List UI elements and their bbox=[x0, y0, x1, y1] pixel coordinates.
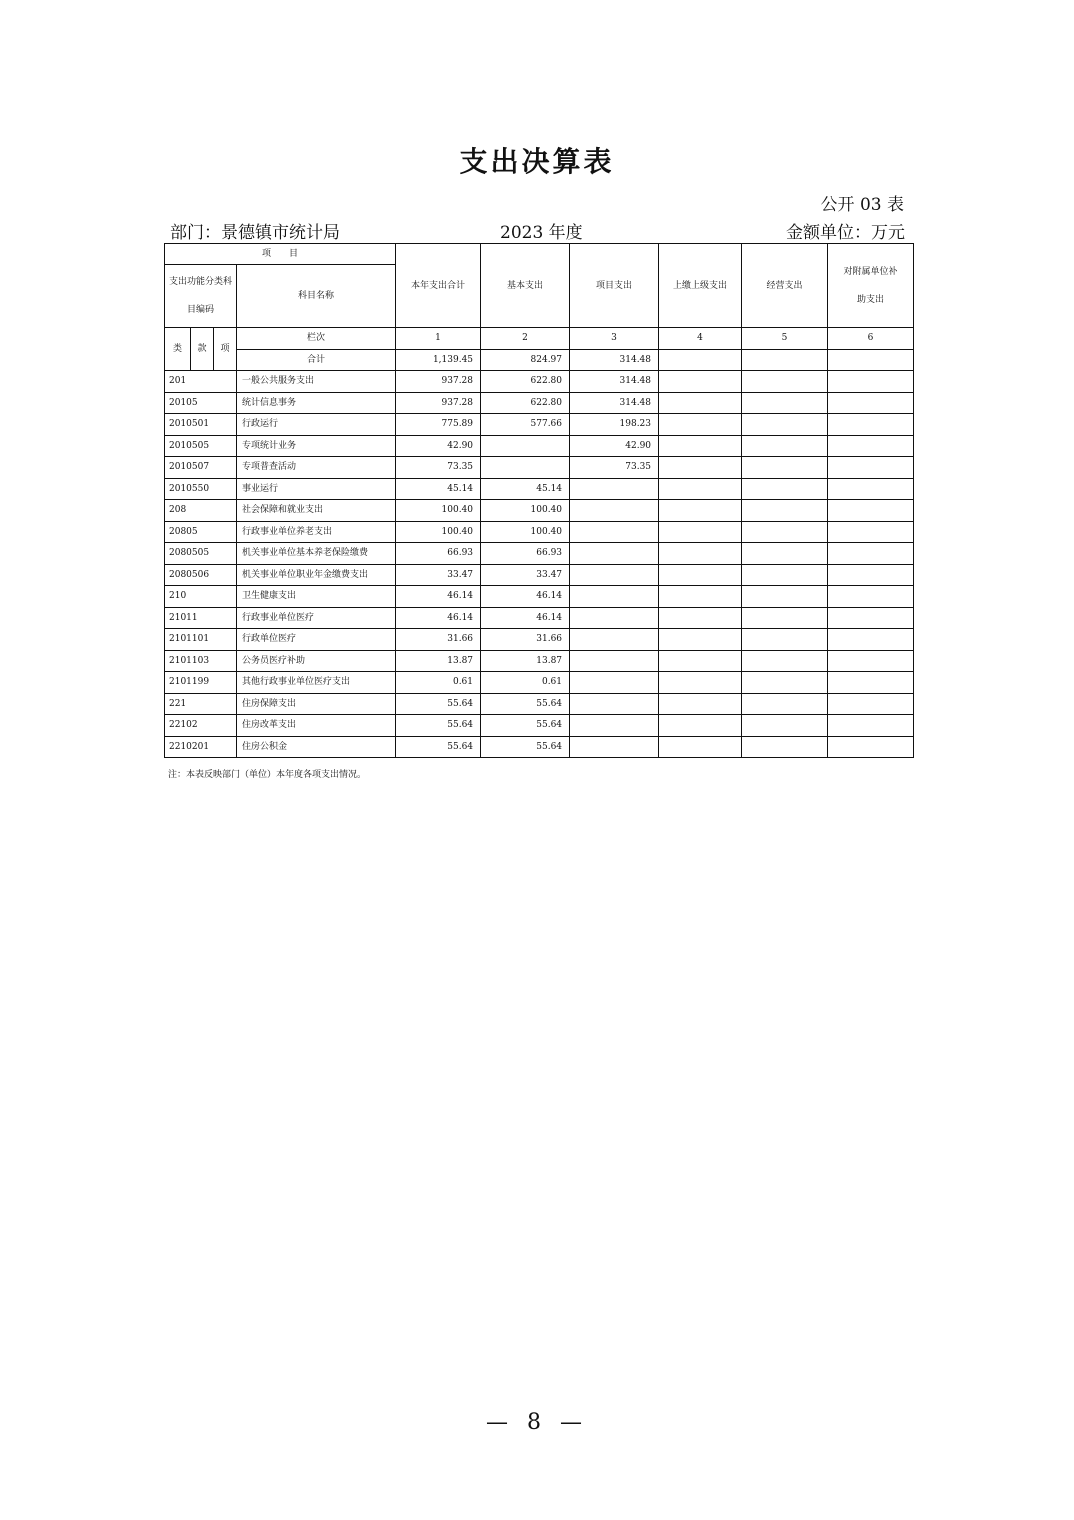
row-business bbox=[742, 543, 828, 565]
table-row bbox=[165, 564, 914, 586]
table-note: 注：本表反映部门（单位）本年度各项支出情况。 bbox=[168, 770, 367, 780]
row-basic: 46.14 bbox=[481, 586, 570, 608]
header-row-1 bbox=[165, 244, 914, 265]
row-business bbox=[742, 457, 828, 479]
row-project bbox=[570, 736, 659, 758]
row-upper bbox=[659, 435, 742, 457]
row-subject-name: 专项普查活动 bbox=[237, 457, 396, 479]
table-row bbox=[165, 586, 914, 608]
table-row bbox=[165, 371, 914, 393]
row-business bbox=[742, 650, 828, 672]
row-upper bbox=[659, 629, 742, 651]
row-business bbox=[742, 500, 828, 522]
row-code: 20805 bbox=[165, 521, 237, 543]
row-business bbox=[742, 392, 828, 414]
table-row bbox=[165, 650, 914, 672]
row-total: 46.14 bbox=[396, 607, 481, 629]
row-business bbox=[742, 693, 828, 715]
row-subject-name: 公务员医疗补助 bbox=[237, 650, 396, 672]
row-project: 314.48 bbox=[570, 371, 659, 393]
row-upper bbox=[659, 500, 742, 522]
row-basic: 31.66 bbox=[481, 629, 570, 651]
header-item: 项 目 bbox=[165, 244, 396, 265]
table-row bbox=[165, 607, 914, 629]
row-basic bbox=[481, 435, 570, 457]
row-subsidy bbox=[828, 693, 914, 715]
row-business bbox=[742, 715, 828, 737]
row-subject-name: 住房改革支出 bbox=[237, 715, 396, 737]
row-subsidy bbox=[828, 457, 914, 479]
row-upper bbox=[659, 478, 742, 500]
row-subsidy bbox=[828, 736, 914, 758]
table-row bbox=[165, 629, 914, 651]
row-business bbox=[742, 414, 828, 436]
page-number: — 8 — bbox=[486, 1410, 588, 1435]
row-project: 314.48 bbox=[570, 392, 659, 414]
index-5: 5 bbox=[742, 328, 828, 350]
row-basic: 46.14 bbox=[481, 607, 570, 629]
row-subject-name: 事业运行 bbox=[237, 478, 396, 500]
row-total: 73.35 bbox=[396, 457, 481, 479]
department-label: 部门：景德镇市统计局 bbox=[170, 223, 340, 243]
row-business bbox=[742, 629, 828, 651]
row-project bbox=[570, 672, 659, 694]
header-lanci: 栏次 bbox=[237, 328, 396, 350]
row-subsidy bbox=[828, 435, 914, 457]
row-basic: 66.93 bbox=[481, 543, 570, 565]
row-subsidy bbox=[828, 672, 914, 694]
row-code: 2010501 bbox=[165, 414, 237, 436]
row-project: 198.23 bbox=[570, 414, 659, 436]
row-total: 937.28 bbox=[396, 392, 481, 414]
row-code: 21011 bbox=[165, 607, 237, 629]
row-subject-name: 统计信息事务 bbox=[237, 392, 396, 414]
index-2: 2 bbox=[481, 328, 570, 350]
row-basic: 622.80 bbox=[481, 392, 570, 414]
row-project bbox=[570, 543, 659, 565]
row-code: 2080506 bbox=[165, 564, 237, 586]
row-code: 210 bbox=[165, 586, 237, 608]
row-total: 66.93 bbox=[396, 543, 481, 565]
row-business bbox=[742, 371, 828, 393]
row-total: 31.66 bbox=[396, 629, 481, 651]
row-project bbox=[570, 650, 659, 672]
row-subject-name: 社会保障和就业支出 bbox=[237, 500, 396, 522]
row-code: 2010505 bbox=[165, 435, 237, 457]
row-project: 42.90 bbox=[570, 435, 659, 457]
row-basic: 100.40 bbox=[481, 500, 570, 522]
row-code: 2010550 bbox=[165, 478, 237, 500]
row-upper bbox=[659, 693, 742, 715]
table-row bbox=[165, 392, 914, 414]
row-subsidy bbox=[828, 607, 914, 629]
row-business bbox=[742, 607, 828, 629]
row-project bbox=[570, 564, 659, 586]
row-upper bbox=[659, 564, 742, 586]
row-basic: 45.14 bbox=[481, 478, 570, 500]
row-project bbox=[570, 715, 659, 737]
row-basic: 55.64 bbox=[481, 693, 570, 715]
total-label: 合计 bbox=[237, 349, 396, 371]
header-col-total: 本年支出合计 bbox=[396, 244, 481, 328]
table-row bbox=[165, 521, 914, 543]
header-col-upper: 上缴上级支出 bbox=[659, 244, 742, 328]
row-subsidy bbox=[828, 414, 914, 436]
row-code: 208 bbox=[165, 500, 237, 522]
row-subsidy bbox=[828, 629, 914, 651]
table-row bbox=[165, 435, 914, 457]
row-total: 13.87 bbox=[396, 650, 481, 672]
row-subsidy bbox=[828, 564, 914, 586]
row-code: 2210201 bbox=[165, 736, 237, 758]
header-col-basic: 基本支出 bbox=[481, 244, 570, 328]
row-total: 0.61 bbox=[396, 672, 481, 694]
header-col-project: 项目支出 bbox=[570, 244, 659, 328]
row-total: 55.64 bbox=[396, 693, 481, 715]
header-kuan: 款 bbox=[191, 328, 214, 371]
row-code: 20105 bbox=[165, 392, 237, 414]
page-title: 支出决算表 bbox=[459, 145, 615, 178]
row-subsidy bbox=[828, 543, 914, 565]
row-upper bbox=[659, 736, 742, 758]
row-upper bbox=[659, 586, 742, 608]
index-3: 3 bbox=[570, 328, 659, 350]
row-subsidy bbox=[828, 650, 914, 672]
row-business bbox=[742, 736, 828, 758]
row-upper bbox=[659, 457, 742, 479]
header-col-subsidy: 对附属单位补助支出 bbox=[828, 244, 914, 328]
total-subsidy bbox=[828, 349, 914, 371]
row-basic: 100.40 bbox=[481, 521, 570, 543]
form-number: 公开 03 表 bbox=[820, 195, 904, 215]
row-subsidy bbox=[828, 715, 914, 737]
row-upper bbox=[659, 371, 742, 393]
row-upper bbox=[659, 650, 742, 672]
table-row bbox=[165, 736, 914, 758]
row-basic: 622.80 bbox=[481, 371, 570, 393]
row-total: 45.14 bbox=[396, 478, 481, 500]
index-6: 6 bbox=[828, 328, 914, 350]
row-business bbox=[742, 521, 828, 543]
row-total: 55.64 bbox=[396, 715, 481, 737]
header-xiang: 项 bbox=[214, 328, 237, 371]
row-subsidy bbox=[828, 392, 914, 414]
row-project bbox=[570, 521, 659, 543]
table-row bbox=[165, 414, 914, 436]
row-business bbox=[742, 672, 828, 694]
row-code: 2080505 bbox=[165, 543, 237, 565]
amount-unit: 金额单位：万元 bbox=[786, 223, 905, 243]
row-subsidy bbox=[828, 371, 914, 393]
row-upper bbox=[659, 607, 742, 629]
row-project bbox=[570, 607, 659, 629]
total-project: 314.48 bbox=[570, 349, 659, 371]
row-code: 2010507 bbox=[165, 457, 237, 479]
row-upper bbox=[659, 715, 742, 737]
row-subject-name: 机关事业单位基本养老保险缴费 bbox=[237, 543, 396, 565]
header-subject-name: 科目名称 bbox=[237, 265, 396, 328]
row-subject-name: 住房保障支出 bbox=[237, 693, 396, 715]
table-row bbox=[165, 693, 914, 715]
total-basic: 824.97 bbox=[481, 349, 570, 371]
row-project bbox=[570, 586, 659, 608]
index-4: 4 bbox=[659, 328, 742, 350]
row-subsidy bbox=[828, 500, 914, 522]
row-total: 33.47 bbox=[396, 564, 481, 586]
row-code: 2101199 bbox=[165, 672, 237, 694]
row-basic: 55.64 bbox=[481, 736, 570, 758]
row-subject-name: 住房公积金 bbox=[237, 736, 396, 758]
table-row bbox=[165, 715, 914, 737]
row-subject-name: 行政运行 bbox=[237, 414, 396, 436]
row-subsidy bbox=[828, 586, 914, 608]
row-total: 100.40 bbox=[396, 500, 481, 522]
row-project bbox=[570, 629, 659, 651]
row-upper bbox=[659, 521, 742, 543]
header-func-code: 支出功能分类科目编码 bbox=[165, 265, 237, 328]
header-lei: 类 bbox=[165, 328, 191, 371]
row-upper bbox=[659, 672, 742, 694]
row-subject-name: 其他行政事业单位医疗支出 bbox=[237, 672, 396, 694]
row-upper bbox=[659, 543, 742, 565]
row-subject-name: 卫生健康支出 bbox=[237, 586, 396, 608]
table-row bbox=[165, 500, 914, 522]
row-total: 42.90 bbox=[396, 435, 481, 457]
row-total: 100.40 bbox=[396, 521, 481, 543]
header-col-business: 经营支出 bbox=[742, 244, 828, 328]
table-row bbox=[165, 672, 914, 694]
row-basic: 13.87 bbox=[481, 650, 570, 672]
header-row-index bbox=[165, 328, 914, 350]
row-subsidy bbox=[828, 521, 914, 543]
row-upper bbox=[659, 392, 742, 414]
row-basic: 0.61 bbox=[481, 672, 570, 694]
meta-row bbox=[170, 218, 913, 242]
row-business bbox=[742, 435, 828, 457]
row-basic: 33.47 bbox=[481, 564, 570, 586]
total-business bbox=[742, 349, 828, 371]
row-total: 775.89 bbox=[396, 414, 481, 436]
row-project: 73.35 bbox=[570, 457, 659, 479]
total-upper bbox=[659, 349, 742, 371]
row-project bbox=[570, 478, 659, 500]
row-upper bbox=[659, 414, 742, 436]
index-1: 1 bbox=[396, 328, 481, 350]
row-subject-name: 机关事业单位职业年金缴费支出 bbox=[237, 564, 396, 586]
row-code: 22102 bbox=[165, 715, 237, 737]
row-project bbox=[570, 693, 659, 715]
fiscal-year: 2023 年度 bbox=[500, 223, 583, 243]
row-subject-name: 专项统计业务 bbox=[237, 435, 396, 457]
row-basic: 55.64 bbox=[481, 715, 570, 737]
row-business bbox=[742, 586, 828, 608]
table-row bbox=[165, 478, 914, 500]
row-total: 46.14 bbox=[396, 586, 481, 608]
row-basic bbox=[481, 457, 570, 479]
row-business bbox=[742, 478, 828, 500]
row-basic: 577.66 bbox=[481, 414, 570, 436]
row-total: 55.64 bbox=[396, 736, 481, 758]
row-subject-name: 行政单位医疗 bbox=[237, 629, 396, 651]
row-business bbox=[742, 564, 828, 586]
row-subject-name: 一般公共服务支出 bbox=[237, 371, 396, 393]
table-row bbox=[165, 457, 914, 479]
total-amount: 1,139.45 bbox=[396, 349, 481, 371]
row-code: 2101103 bbox=[165, 650, 237, 672]
row-code: 2101101 bbox=[165, 629, 237, 651]
row-code: 221 bbox=[165, 693, 237, 715]
expenditure-table bbox=[164, 243, 914, 758]
row-code: 201 bbox=[165, 371, 237, 393]
row-subject-name: 行政事业单位养老支出 bbox=[237, 521, 396, 543]
total-row bbox=[165, 349, 914, 371]
row-subject-name: 行政事业单位医疗 bbox=[237, 607, 396, 629]
table-row bbox=[165, 543, 914, 565]
row-project bbox=[570, 500, 659, 522]
row-total: 937.28 bbox=[396, 371, 481, 393]
row-subsidy bbox=[828, 478, 914, 500]
